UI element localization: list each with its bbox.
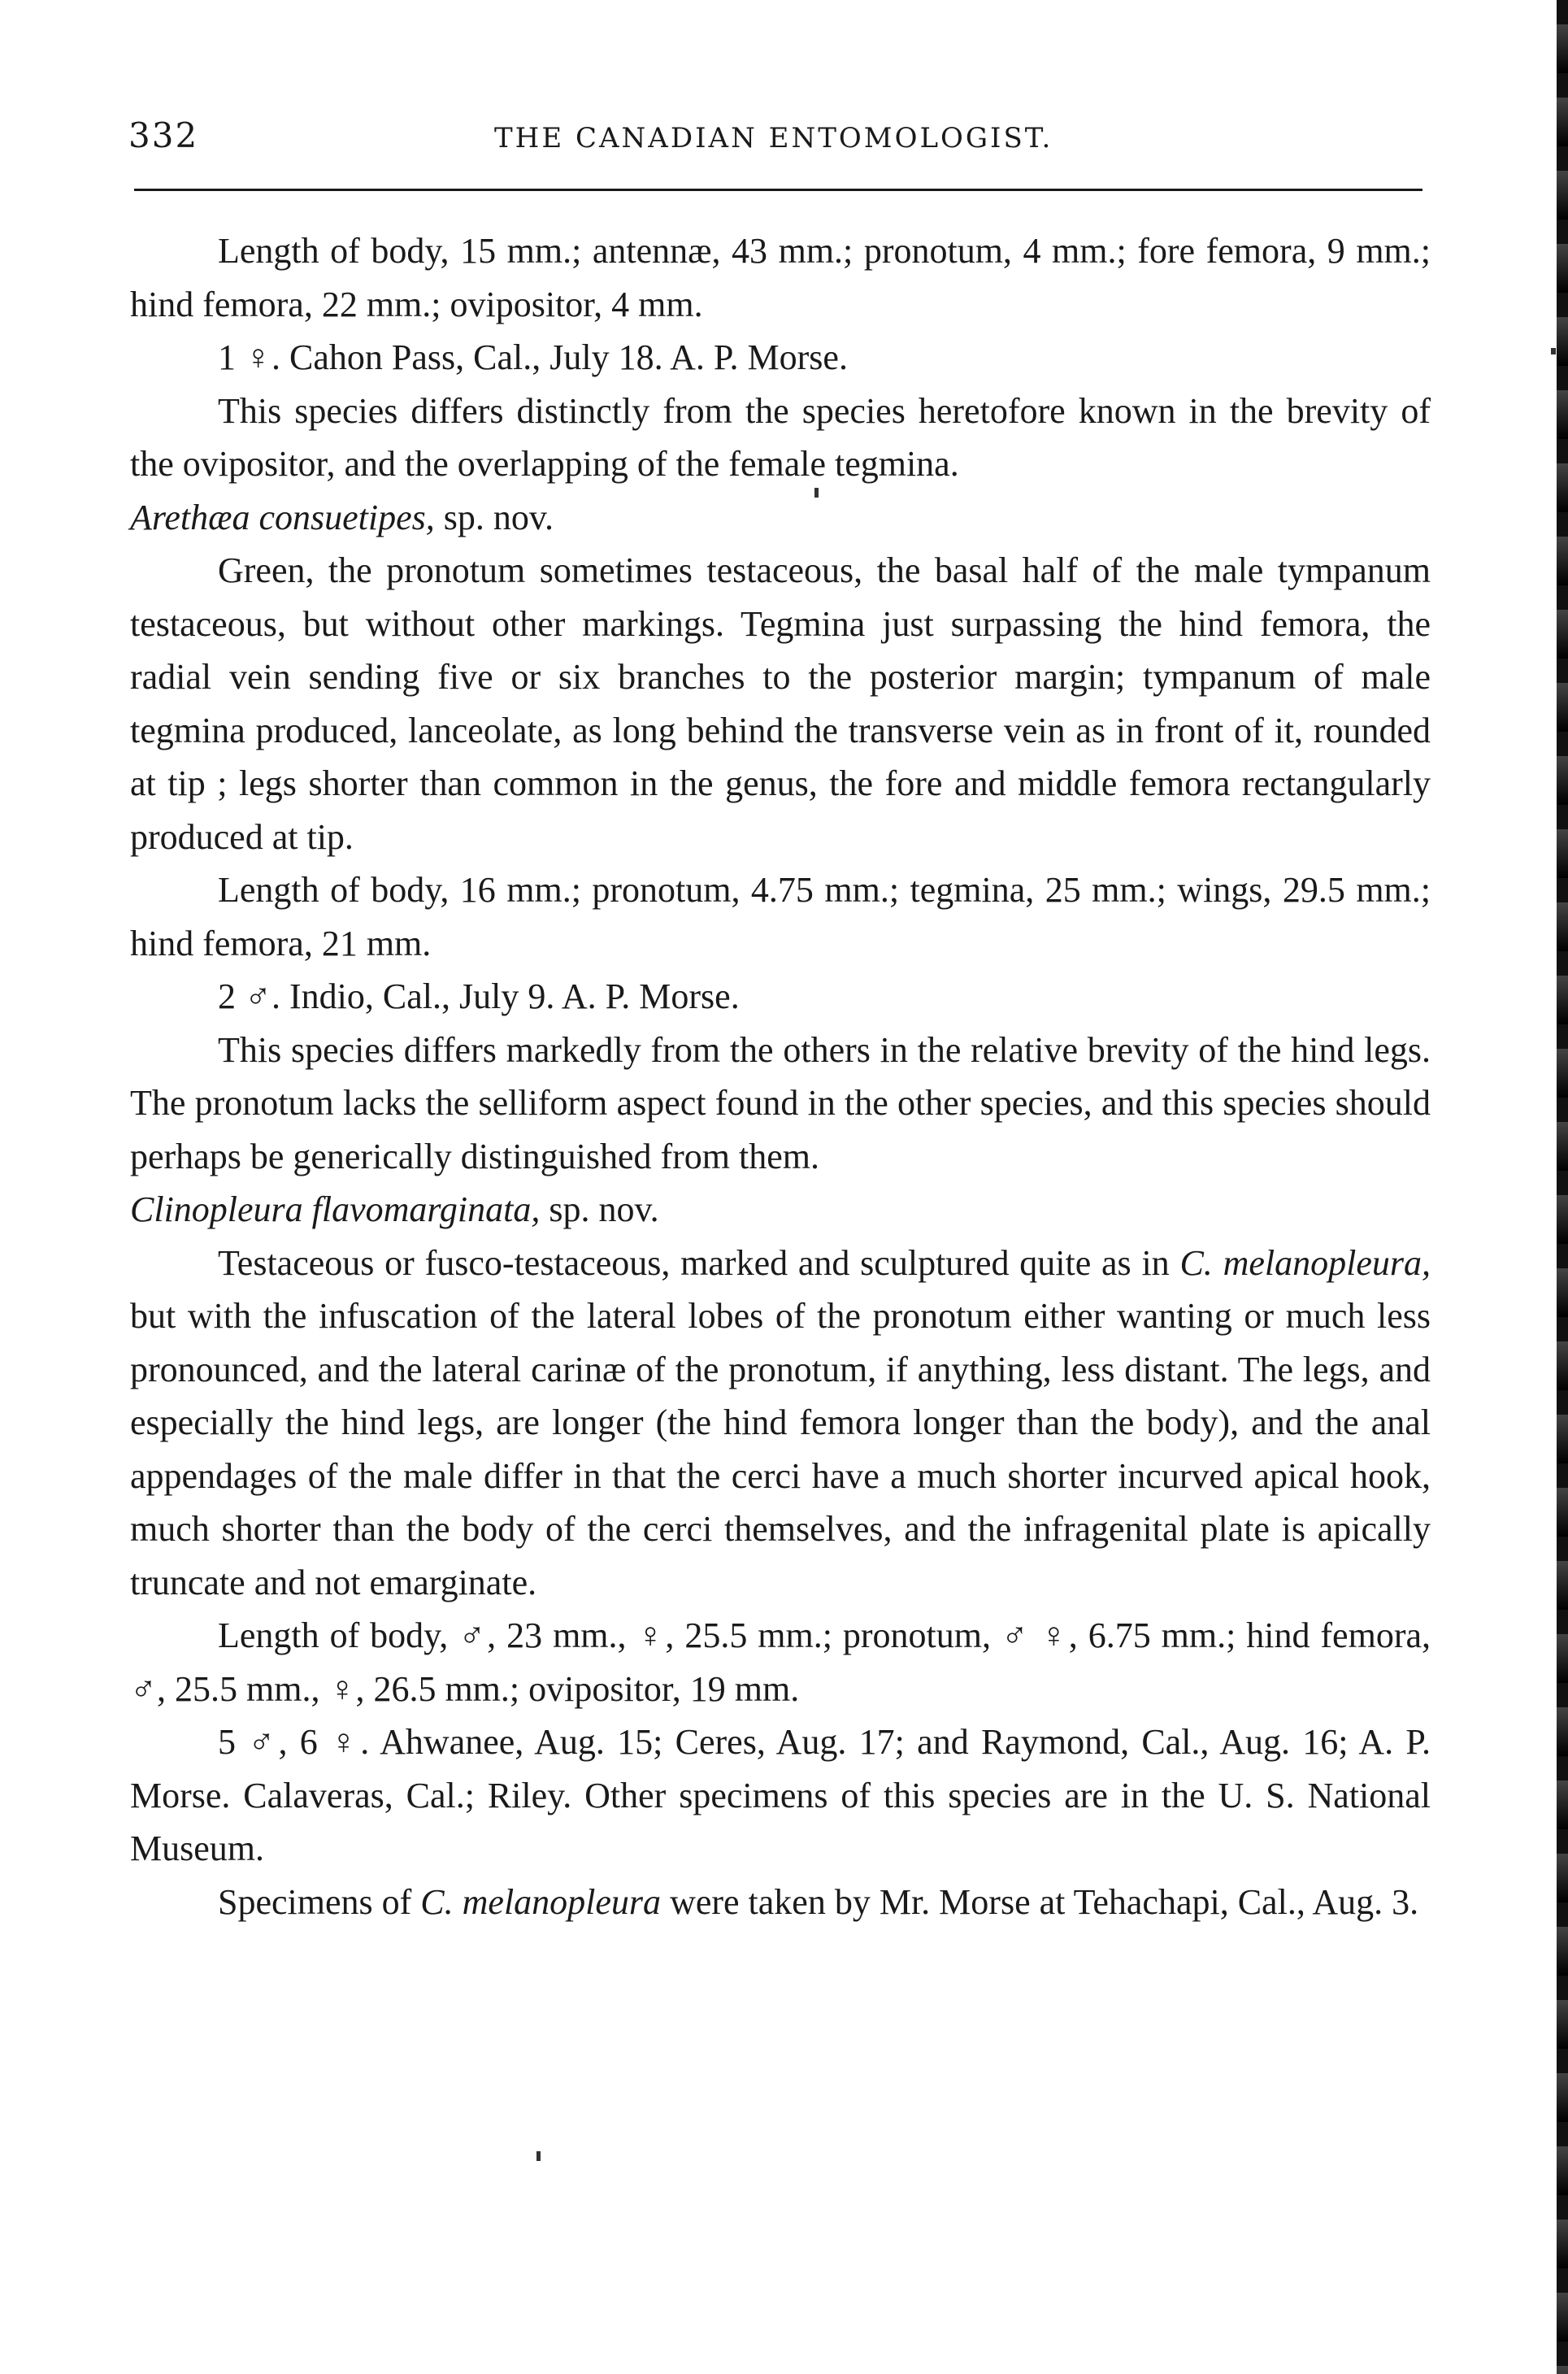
remarks-paragraph: This species differs distinctly from the species heretofore known in the brevity of the ovipositor, and the overlapping of the female tegmina. [130, 390, 1431, 484]
species-heading-clinopleura [130, 1183, 1431, 1237]
header-rule [134, 189, 1422, 191]
species-reference: C. melanopleura, [1179, 1242, 1431, 1283]
locality-paragraph: 5 ♂, 6 ♀. Ahwanee, Aug. 15; Ceres, Aug. 17; and Raymond, Cal., Aug. 16; A. P. Morse. Calaveras, Cal.; Riley. Other specimens of this species are in the U. S. National Museum. [130, 1722, 1431, 1868]
page-header [128, 115, 1422, 164]
species-status: sp. nov. [540, 1189, 659, 1229]
text-run: Specimens of [218, 1881, 421, 1922]
species-reference: C. melanopleura [420, 1881, 662, 1922]
text-run: Testaceous or fusco-testaceous, marked and sculptured quite as in [218, 1242, 1180, 1283]
print-speck [814, 488, 819, 498]
species-name: Arethæa consuetipes, [130, 497, 435, 537]
locality-paragraph: 1 ♀. Cahon Pass, Cal., July 18. A. P. Morse. [218, 337, 848, 377]
page-number: 332 [128, 115, 199, 155]
remarks-paragraph [130, 1876, 1431, 1929]
measurements-paragraph: Length of body, 16 mm.; pronotum, 4.75 mm.; tegmina, 25 mm.; wings, 29.5 mm.; hind femora, 21 mm. [130, 870, 1431, 963]
measurements-paragraph: Length of body, ♂, 23 mm., ♀, 25.5 mm.; pronotum, ♂ ♀, 6.75 mm.; hind femora, ♂, 25.5 mm., ♀, 26.5 mm.; ovipositor, 19 mm. [130, 1615, 1431, 1709]
species-heading-arethaea [130, 491, 1431, 545]
species-name: Clinopleura flavomarginata, [130, 1189, 541, 1229]
article-body [130, 224, 1431, 1928]
locality-paragraph: 2 ♂. Indio, Cal., July 9. A. P. Morse. [218, 976, 740, 1016]
description-paragraph: Green, the pronotum sometimes testaceous, the basal half of the male tympanum testaceous, but without other markings. Tegmina just surpassing the hind femora, the radial vein sending five or six branches to the posterior margin; tympanum of male tegmina produced, lanceolate, as long behind the transverse vein as in front of it, rounded at tip ; legs shorter than common in the genus, the fore and middle femora rectangularly produced at tip. [130, 550, 1431, 857]
text-run: were taken by Mr. Morse at Tehachapi, Cal., Aug. 3. [661, 1881, 1419, 1922]
print-speck [1551, 348, 1556, 354]
scan-edge [1557, 0, 1568, 2374]
running-title: THE CANADIAN ENTOMOLOGIST. [494, 122, 1053, 154]
remarks-paragraph: This species differs markedly from the others in the relative brevity of the hind legs. The pronotum lacks the selliform aspect found in the other species, and this species should perhaps be generically distinguished from them. [130, 1029, 1431, 1176]
description-paragraph [130, 1237, 1431, 1610]
measurements-paragraph: Length of body, 15 mm.; antennæ, 43 mm.; pronotum, 4 mm.; fore femora, 9 mm.; hind femora, 22 mm.; ovipositor, 4 mm. [130, 231, 1431, 324]
print-speck [536, 2151, 541, 2161]
species-status: sp. nov. [434, 497, 554, 537]
text-run: but with the infuscation of the lateral lobes of the pronotum either wanting or much less pronounced, and the lateral carinæ of the pronotum, if anything, less distant. The legs, and especially the hind legs, are longer (the hind femora longer than the body), and the anal appendages of the male differ in that the cerci have a much shorter incurved apical hook, much shorter than the body of the cerci themselves, and the infragenital plate is apically truncate and not emarginate. [130, 1296, 1431, 1602]
